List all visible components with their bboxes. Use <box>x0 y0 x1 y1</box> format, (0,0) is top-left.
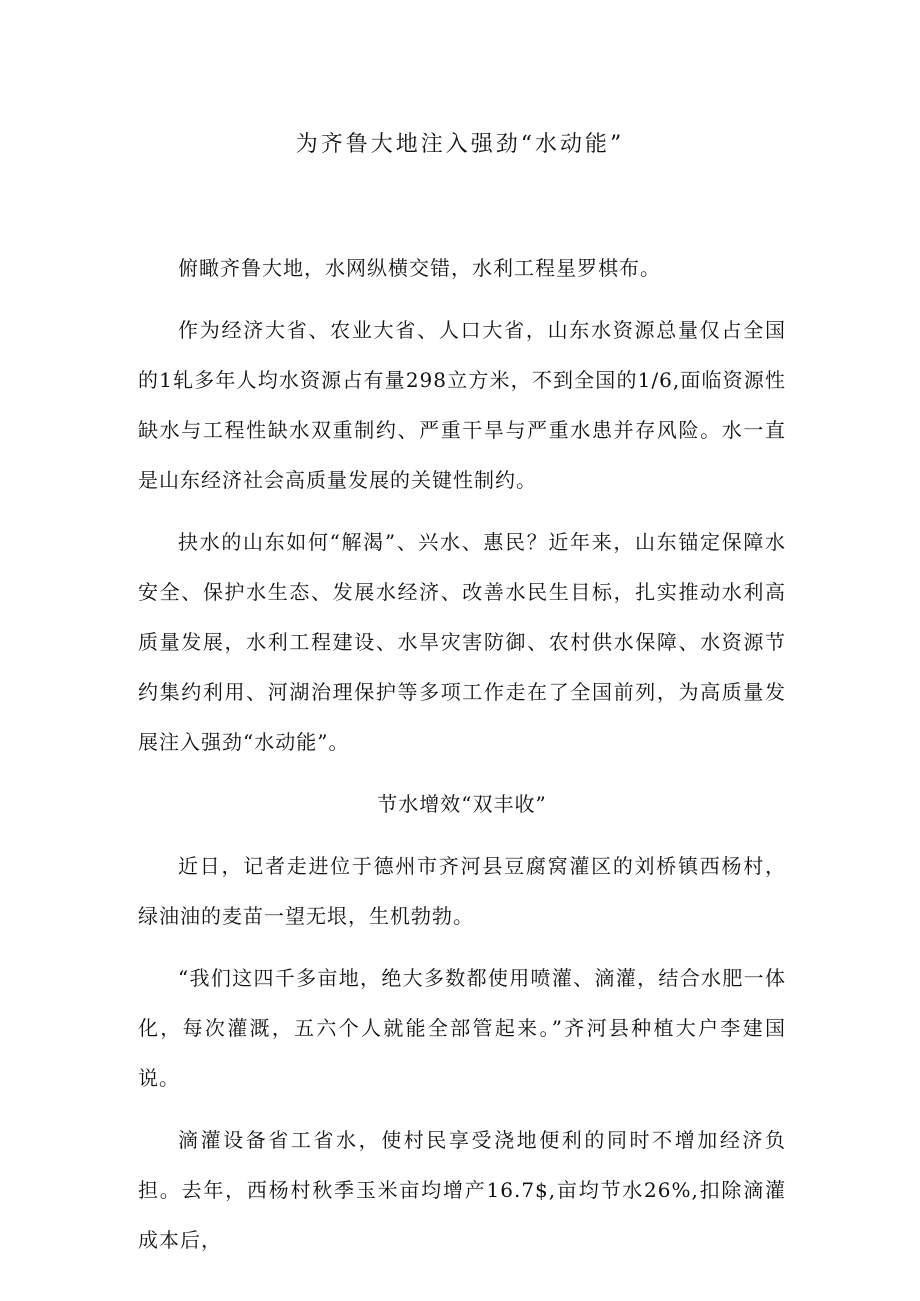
paragraph-5: “我们这四千多亩地，绝大多数都使用喷灌、滴灌，结合水肥一体化，每次灌溉，五六个人就能全部管起来。”齐河县种植大户李建国说。 <box>138 966 786 1090</box>
section-subheading: 节水增效“双丰收” <box>377 792 547 816</box>
paragraph-3: 抉水的山东如何“解渴”、兴水、惠民？近年来，山东锚定保障水安全、保护水生态、发展水经济、改善水民生目标，扎实推动水利高质量发展，水利工程建设、水旱灾害防御、农村供水保障、水资源节约集约利用、河湖治理保护等多项工作走在了全国前列，为高质量发展注入强劲“水动能”。 <box>138 530 786 754</box>
article-body <box>138 243 786 1277</box>
document-title: 为齐鲁大地注入强劲“水动能” <box>295 132 625 157</box>
paragraph-4: 近日，记者走进位于德州市齐河县豆腐窝灌区的刘桥镇西杨村，绿油油的麦苗一望无垠，生机勃勃。 <box>138 854 786 928</box>
paragraph-2: 作为经济大省、农业大省、人口大省，山东水资源总量仅占全国的1轧多年人均水资源占有量298立方米，不到全国的1/6,面临资源性缺水与工程性缺水双重制约、严重干旱与严重水患并存风险。水一直是山东经济社会高质量发展的关键性制约。 <box>138 318 786 492</box>
paragraph-6: 滴灌设备省工省水，使村民享受浇地便利的同时不增加经济负担。去年，西杨村秋季玉米亩均增产16.7$,亩均节水26%,扣除滴灌成本后， <box>138 1128 786 1252</box>
paragraph-1: 俯瞰齐鲁大地，水网纵横交错，水利工程星罗棋布。 <box>178 256 661 280</box>
